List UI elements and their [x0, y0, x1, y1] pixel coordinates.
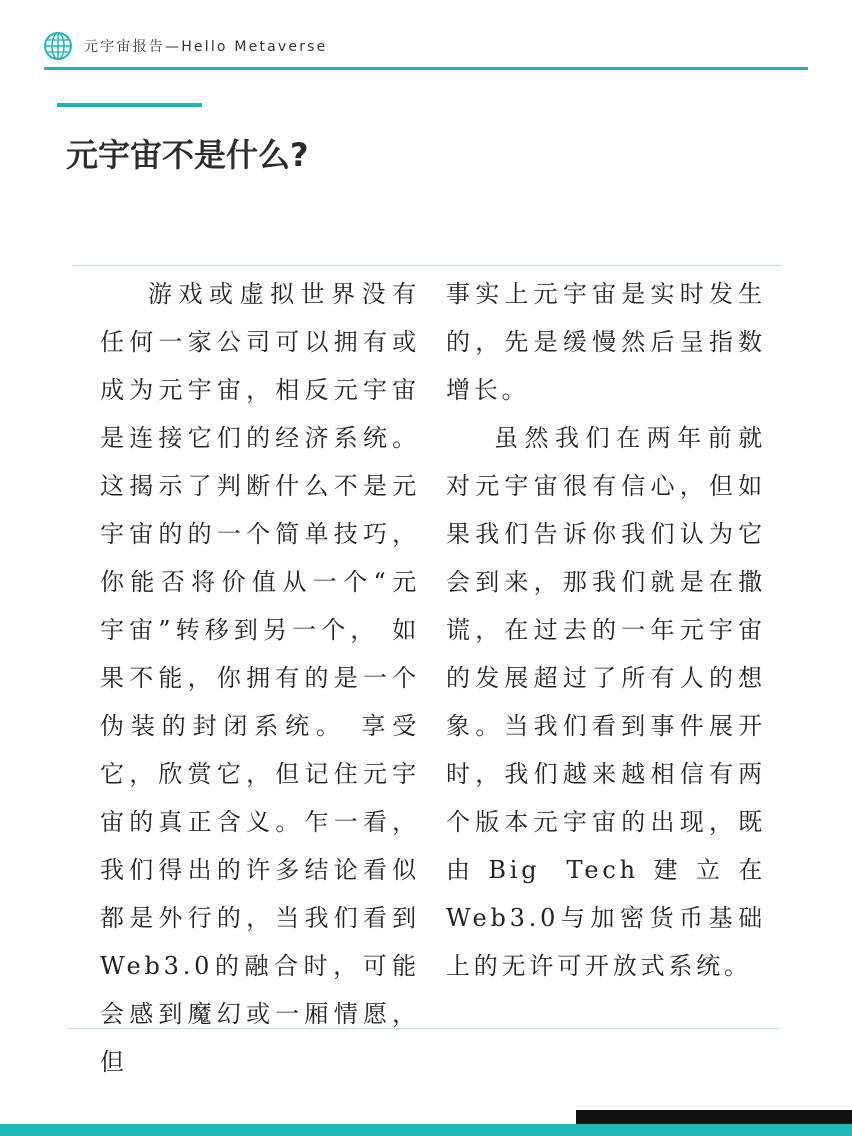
body-paragraph-right-2: 虽然我们在两年前就对元宇宙很有信心，但如果我们告诉你我们认为它会到来，那我们就是在撒谎，在过去的一年元宇宙的发展超过了所有人的想象。当我们看到事件展开时，我们越来越相信有两个版本元宇宙的出现，既由Big Tech建立在Web3.0与加密货币基础上的无许可开放式系统。	[446, 424, 766, 980]
content-top-rule	[72, 265, 782, 266]
footer-teal-bar	[0, 1124, 852, 1136]
left-column	[100, 270, 420, 1086]
page-header	[0, 0, 852, 72]
header-divider	[44, 67, 808, 70]
content-bottom-rule	[67, 1028, 779, 1029]
body-paragraph-left: 游戏或虚拟世界没有任何一家公司可以拥有或成为元宇宙，相反元宇宙是连接它们的经济系统。这揭示了判断什么不是元宇宙的的一个简单技巧，你能否将价值从一个“元宇宙”转移到另一个， 如果不能，你拥有的是一个伪装的封闭系统。 享受它，欣赏它，但记住元宇宙的真正含义。乍一看，我们得出的许多结论看似都是外行的，当我们看到Web3.0的融合时，可能会感到魔幻或一厢情愿，但	[100, 280, 420, 1076]
right-column	[446, 270, 766, 990]
globe-icon	[43, 31, 73, 61]
footer-black-bar	[576, 1110, 852, 1124]
report-title: 元宇宙报告—Hello Metaverse	[84, 39, 328, 55]
title-accent-bar	[57, 103, 202, 107]
page-title: 元宇宙不是什么?	[66, 136, 309, 174]
body-paragraph-right-1: 事实上元宇宙是实时发生的，先是缓慢然后呈指数增长。	[446, 280, 766, 404]
